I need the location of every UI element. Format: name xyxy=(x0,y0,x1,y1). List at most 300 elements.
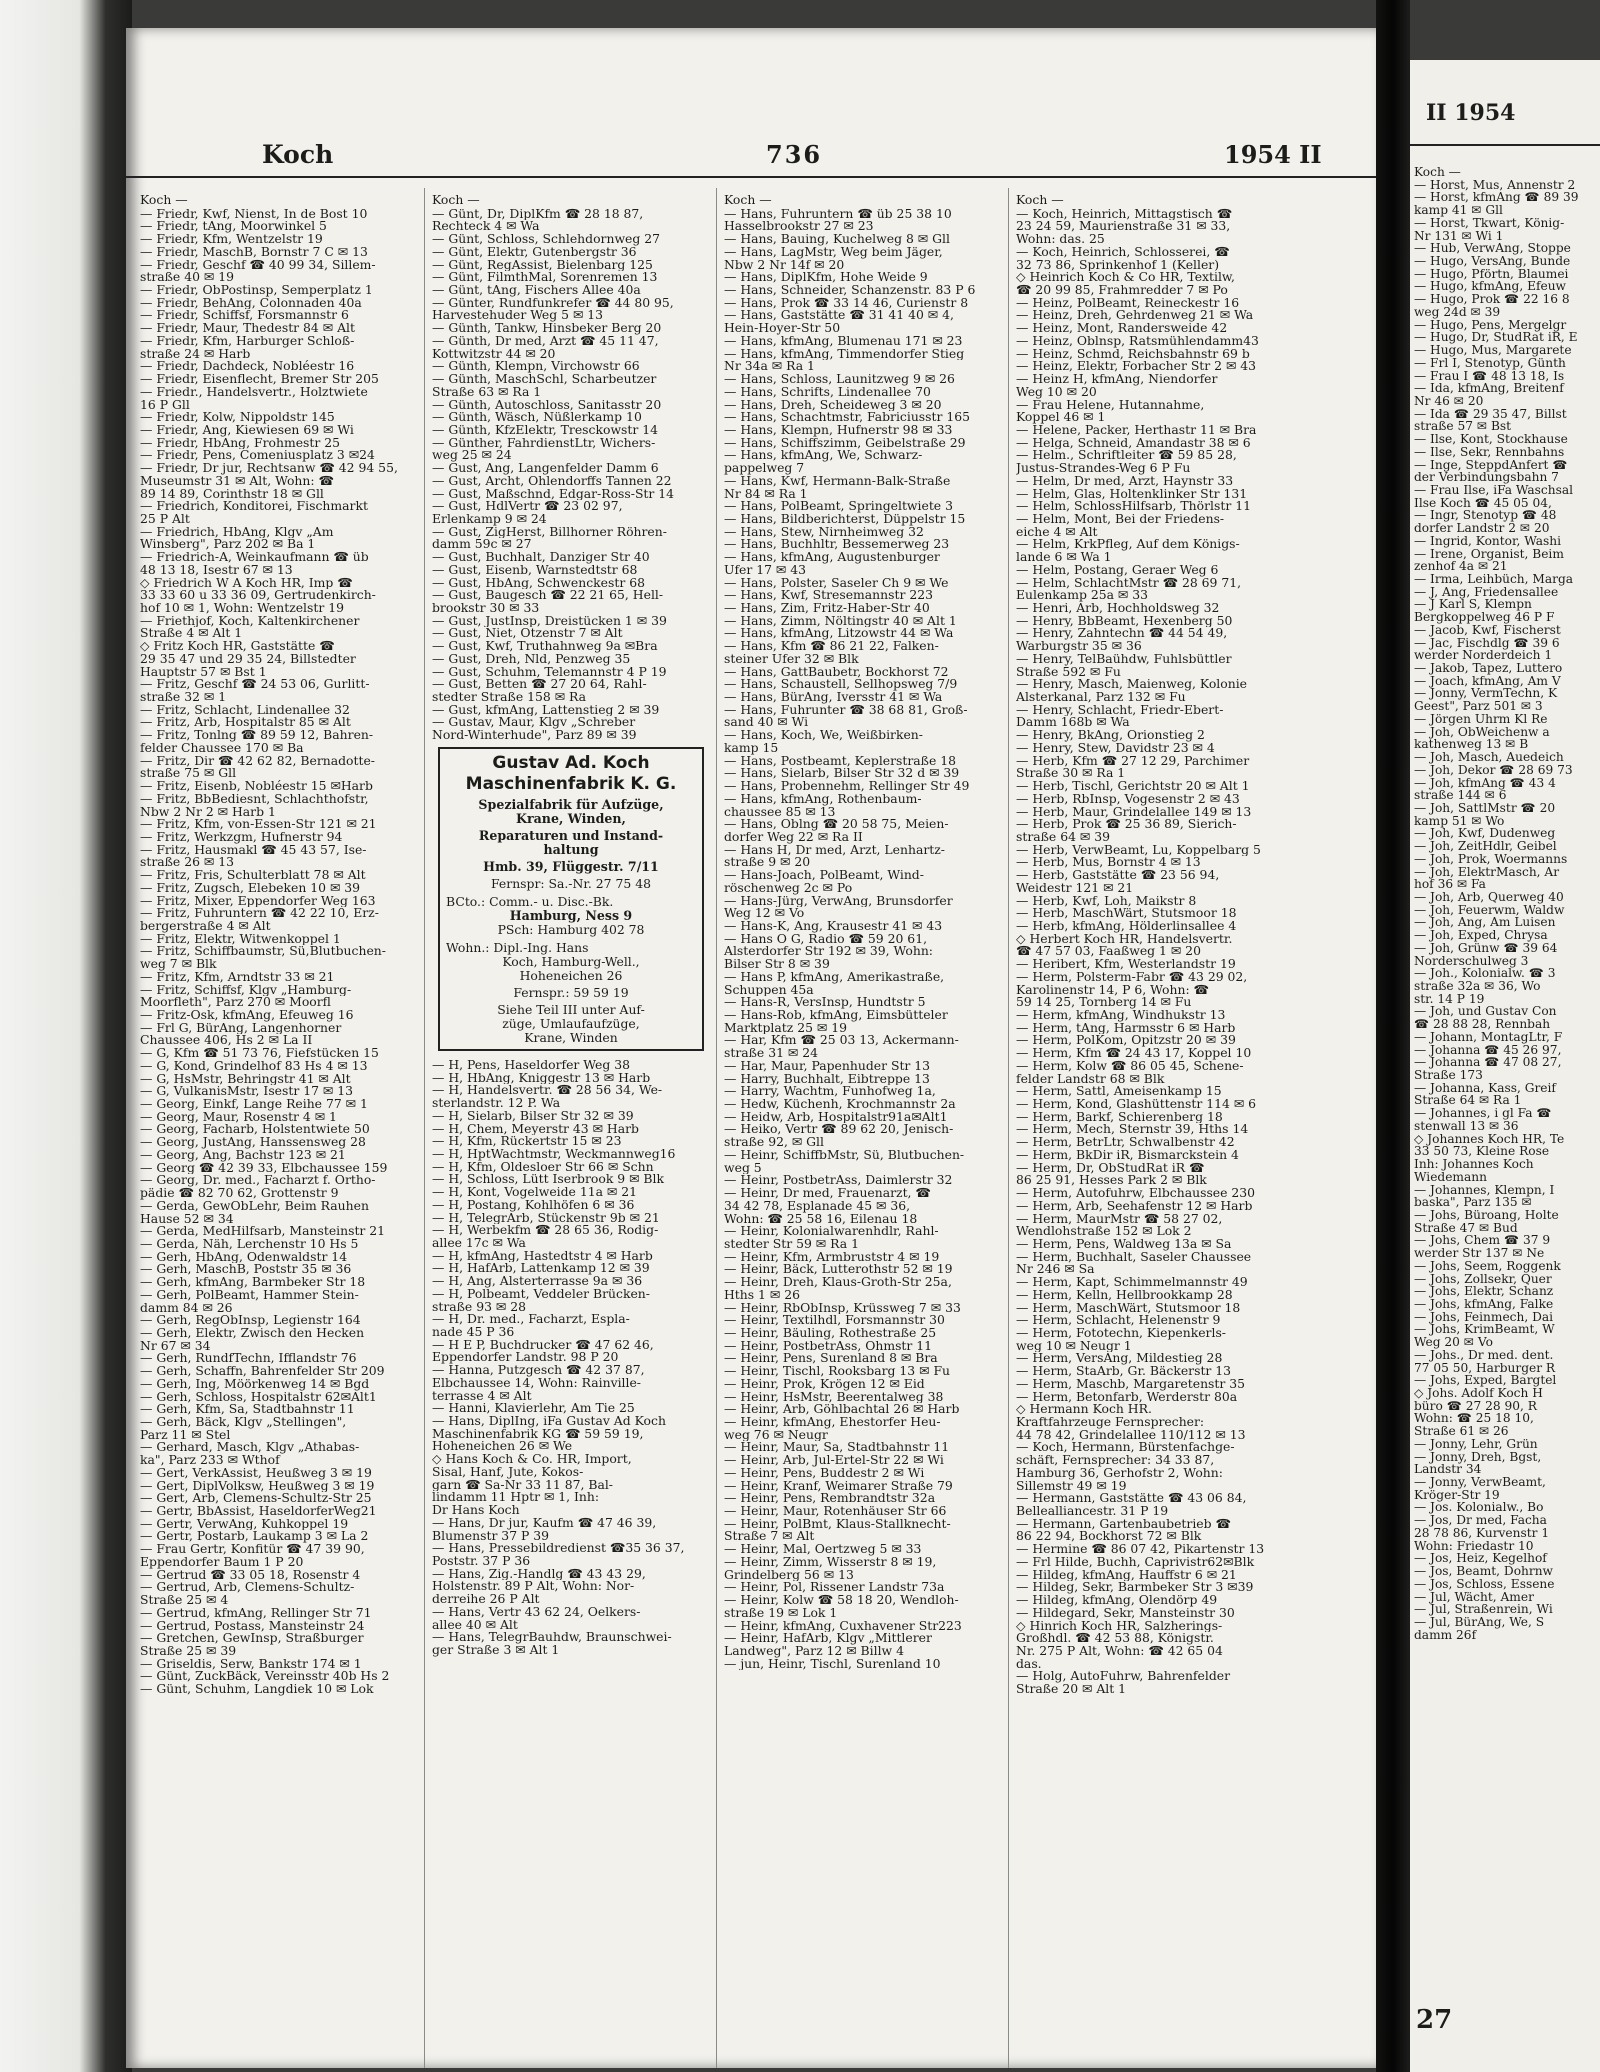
ad-see-3: Krane, Winden xyxy=(524,1029,618,1045)
directory-entry-line: — Heribert, Kfm, Westerlandstr 19 xyxy=(1016,958,1236,971)
directory-entry-line: — Ilse, Sekr, Rennbahns xyxy=(1414,444,1565,459)
directory-entry-line: allee 40 ✉ Alt xyxy=(432,1618,518,1632)
directory-entry-line: — Friedr, Kwf, Nienst, In de Bost 10 xyxy=(140,207,368,221)
ad-bank-1: BCto.: Comm.- u. Disc.-Bk. xyxy=(446,893,614,909)
directory-entry-line: 48 13 18, Isestr 67 ✉ 13 xyxy=(140,563,293,577)
directory-entry-line: steiner Ufer 32 ✉ Blk xyxy=(724,652,859,666)
directory-entry-line: — Hugo, VersAng, Bunde xyxy=(1414,254,1571,269)
directory-entry-line: — Jos, Dr med, Facha xyxy=(1414,1513,1547,1528)
directory-entry-line: ◇ Hans Koch & Co. HR, Import, xyxy=(432,1453,632,1466)
directory-entry-line: dorfer Landstr 2 ✉ 20 xyxy=(1414,521,1550,536)
directory-entry-line: — Hans, Stew, Nirnheimweg 32 xyxy=(724,525,924,539)
directory-entry-line: — Hanni, Klavierlehr, Am Tie 25 xyxy=(432,1402,635,1416)
directory-entry-line: — H, HbAng, Kniggestr 13 ✉ Harb xyxy=(432,1071,651,1085)
directory-entry-line: — Heinr, Pens, Surenland 8 ✉ Bra xyxy=(724,1352,938,1366)
directory-entry-line: — Jakob, Tapez, Luttero xyxy=(1414,661,1563,676)
directory-entry-line: straße 92, ✉ Gll xyxy=(724,1136,824,1149)
directory-entry-line: — Henry, TelBaühdw, Fuhlsbüttler xyxy=(1016,652,1232,666)
header-year: 1954 II xyxy=(1224,140,1322,169)
directory-entry-line: — Gerh, RundfTechn, Ifflandstr 76 xyxy=(140,1352,357,1366)
directory-entry-line: — Friedr, Ang, Kiewiesen 69 ✉ Wi xyxy=(140,423,354,437)
directory-entry-line: — Georg, Einkf, Lange Reihe 77 ✉ 1 xyxy=(140,1098,368,1111)
directory-entry-line: Moorfleth", Parz 270 ✉ Moorfl xyxy=(140,996,331,1009)
directory-entry-line: — Heinr, HafArb, Klgv „Mittlerer xyxy=(724,1632,932,1645)
directory-entry-line: Eppendorfer Baum 1 P 20 xyxy=(140,1555,304,1569)
directory-entry-line: — Hans, Bildberichterst, Düppelstr 15 xyxy=(724,512,966,526)
directory-entry-line: — Fritz, Mixer, Eppendorfer Weg 163 xyxy=(140,894,376,908)
directory-entry-line: — Hans, kfmAng, Rothenbaum- xyxy=(724,792,922,806)
directory-entry-line: — Friedr, Eisenflecht, Bremer Str 205 xyxy=(140,373,379,386)
directory-entry-line: — Hans O G, Radio ☎ 59 20 61, xyxy=(724,932,928,946)
ad-see-1: Siehe Teil III unter Auf- xyxy=(497,1001,645,1017)
directory-entry-line: straße 32 ✉ 1 xyxy=(140,691,227,704)
right-header-rule xyxy=(1410,144,1600,146)
directory-entry-line: — Henry, BkAng, Orionstieg 2 xyxy=(1016,729,1205,742)
directory-entry-line: lande 6 ✉ Wa 1 xyxy=(1016,551,1112,564)
directory-entry-line: ◇ Heinrich Koch & Co HR, Textilw, xyxy=(1016,271,1235,285)
directory-entry-line: — Johs, Feinmech, Dai xyxy=(1414,1309,1554,1324)
directory-entry-line: straße 9 ✉ 20 xyxy=(724,856,811,870)
directory-entry-line: — Herb, Kwf, Loh, Maikstr 8 xyxy=(1016,894,1197,908)
directory-entry-line: — Herm, BkDir iR, Bismarckstein 4 xyxy=(1016,1148,1239,1162)
directory-entry-line: Poststr. 37 P 36 xyxy=(432,1554,531,1568)
directory-entry-line: pappelweg 7 xyxy=(724,462,805,475)
directory-entry-line: — Hans, kfmAng, Litzowstr 44 ✉ Wa xyxy=(724,627,954,641)
directory-entry-line: — Jul, Straßenrein, Wi xyxy=(1414,1602,1553,1617)
directory-entry-line: — Gustav, Maur, Klgv „Schreber xyxy=(432,716,636,730)
directory-entry-line: — Herm, VersAng, Mildestieg 28 xyxy=(1016,1352,1223,1366)
directory-entry-line: — Herm, Schlacht, Helenenstr 9 xyxy=(1016,1314,1221,1327)
directory-entry-line: — Friedr, ObPostinsp, Semperplatz 1 xyxy=(140,284,373,297)
directory-entry-line: Wohn: das. 25 xyxy=(1016,233,1105,246)
directory-entry-line: — Hans, DiplKfm, Hohe Weide 9 xyxy=(724,271,928,285)
directory-entry-line: Kottwitzstr 44 ✉ 20 xyxy=(432,347,556,361)
directory-entry-line: ◇ Hinrich Koch HR, Salzherings- xyxy=(1016,1619,1223,1633)
directory-entry-line: — Irene, Organist, Beim xyxy=(1414,546,1564,561)
directory-entry-line: pädie ☎ 82 70 62, Grottenstr 9 xyxy=(140,1187,339,1200)
directory-entry-line: — Hans, kfmAng, Augustenburger xyxy=(724,551,940,564)
directory-entry-line: — Hans, BürAng, Iversstr 41 ✉ Wa xyxy=(724,691,943,704)
directory-entry-line: Straße 30 ✉ Ra 1 xyxy=(1016,767,1126,781)
directory-entry-line: — Herb, Kfm ☎ 27 12 29, Parchimer xyxy=(1016,754,1250,768)
directory-entry-line: — Herm, Sattl, Ameisenkamp 15 xyxy=(1016,1085,1222,1099)
directory-entry-line: — Hermann, Gartenbaubetrieb ☎ xyxy=(1016,1517,1231,1531)
directory-entry-line: — Gert, Arb, Clemens-Schultz-Str 25 xyxy=(140,1492,372,1506)
directory-entry-line: Maschinenfabrik KG ☎ 59 59 19, xyxy=(432,1427,644,1441)
directory-entry-line: — Günt, RegAssist, Bielenbarg 125 xyxy=(432,258,653,272)
directory-entry-line: — Herm, Betonfarb, Werderstr 80a xyxy=(1016,1390,1238,1404)
directory-entry-line: schäft, Fernsprecher: 34 33 87, xyxy=(1016,1454,1215,1467)
directory-entry-line: — Frau Helene, Hutannahme, xyxy=(1016,398,1205,412)
directory-entry-line: derreihe 26 P Alt xyxy=(432,1593,540,1606)
directory-entry-line: — Herm, Barkf, Schierenberg 18 xyxy=(1016,1110,1223,1124)
directory-entry-line: 33 50 73, Kleine Rose xyxy=(1414,1144,1550,1159)
directory-entry-line: 28 78 86, Kurvenstr 1 xyxy=(1414,1525,1550,1540)
directory-entry-line: — Gretchen, GewInsp, Straßburger xyxy=(140,1632,364,1645)
directory-entry-line: 16 P Gll xyxy=(140,398,190,412)
directory-entry-line: — Günt, Elektr, Gutenbergstr 36 xyxy=(432,245,637,259)
directory-entry-line: weg 5 xyxy=(724,1161,762,1175)
directory-entry-line: — H, Schloss, Lütt Iserbrook 9 ✉ Blk xyxy=(432,1173,664,1187)
directory-entry-line: — Jos, Beamt, Dohrnw xyxy=(1414,1564,1553,1579)
directory-entry-line: Dr Hans Koch xyxy=(432,1504,520,1517)
directory-entry-line: — Herb, Tischl, Gerichtstr 20 ✉ Alt 1 xyxy=(1016,780,1250,793)
directory-entry-line: — Johs, Elektr, Schanz xyxy=(1414,1284,1554,1299)
directory-entry-line: — Joh, kfmAng ☎ 43 4 xyxy=(1414,775,1556,790)
directory-entry-line: — H, Kfm, Oldesloer Str 66 ✉ Schn xyxy=(432,1160,654,1174)
advertisement-box xyxy=(438,747,704,1051)
directory-entry-line: — Fritz, Schlacht, Lindenallee 32 xyxy=(140,703,350,717)
ad-address: Hmb. 39, Flüggestr. 7/11 xyxy=(483,858,659,874)
directory-entry-line: — Hans H, Dr med, Arzt, Lenhartz- xyxy=(724,843,945,857)
directory-entry-line: straße 31 ✉ 24 xyxy=(724,1047,818,1060)
directory-entry-line: — Frau I ☎ 48 13 18, Is xyxy=(1414,368,1565,383)
directory-entry-line: straße 64 ✉ 39 xyxy=(1016,830,1110,844)
directory-entry-line: — Fritz, Schiffsf, Klgv „Hamburg- xyxy=(140,983,352,997)
directory-entry-line: — Heinz, Dreh, Gehrdenweg 21 ✉ Wa xyxy=(1016,309,1254,323)
directory-entry-line: — Fritz, Zugsch, Elebeken 10 ✉ 39 xyxy=(140,881,361,895)
directory-entry-line: weg 7 ✉ Blk xyxy=(140,958,217,971)
directory-entry-line: — Herm, Arb, Seehafenstr 12 ✉ Harb xyxy=(1016,1199,1253,1213)
directory-entry-line: Straße 592 ✉ Fu xyxy=(1016,665,1121,679)
directory-entry-line: — Georg, JustAng, Hanssensweg 28 xyxy=(140,1136,366,1149)
directory-entry-line: — Heinr, PostbetrAss, Daimlerstr 32 xyxy=(724,1174,953,1188)
directory-entry-line: Straße 47 ✉ Bud xyxy=(1414,1220,1518,1235)
directory-entry-line: kamp 51 ✉ Wo xyxy=(1414,813,1505,828)
directory-entry-line: damm 59c ✉ 27 xyxy=(432,538,532,552)
directory-entry-line: — Hans, Probennehm, Rellinger Str 49 xyxy=(724,780,970,793)
directory-entry-line: — Herm, MaschWärt, Stutsmoor 18 xyxy=(1016,1301,1241,1315)
directory-entry-line: Sisal, Hanf, Jute, Kokos- xyxy=(432,1465,584,1479)
directory-entry-line: — Gust, kfmAng, Lattenstieg 2 ✉ 39 xyxy=(432,703,660,717)
directory-entry-line: straße 24 ✉ Harb xyxy=(140,347,251,361)
directory-entry-line: — Ingr, Stenotyp ☎ 48 xyxy=(1414,508,1557,523)
directory-entry-line: — Friedr, Dachdeck, Nobléestr 16 xyxy=(140,360,355,374)
directory-entry-line: 86 22 94, Bockhorst 72 ✉ Blk xyxy=(1016,1530,1202,1544)
directory-entry-line: — H, TelegrArb, Stückenstr 9b ✉ 21 xyxy=(432,1211,660,1225)
directory-entry-line: Marktplatz 25 ✉ 19 xyxy=(724,1021,848,1035)
directory-entry-line: — Heinz, Elektr, Forbacher Str 2 ✉ 43 xyxy=(1016,360,1257,374)
directory-entry-line: Straße 20 ✉ Alt 1 xyxy=(1016,1683,1127,1696)
directory-entry-line: — Helm, Glas, Holtenklinker Str 131 xyxy=(1016,487,1248,501)
directory-entry-line: Warburgstr 35 ✉ 36 xyxy=(1016,640,1142,653)
directory-entry-line: — Gerh, Bäck, Klgv „Stellingen", xyxy=(140,1416,347,1429)
directory-entry-line: Chaussee 406, Hs 2 ✉ La II xyxy=(140,1034,313,1048)
directory-entry-line: — Hans-R, VersInsp, Hundtstr 5 xyxy=(724,996,926,1009)
directory-entry-line: — Herm, tAng, Harmsstr 6 ✉ Harb xyxy=(1016,1021,1236,1035)
directory-entry-line: dorfer Weg 22 ✉ Ra II xyxy=(724,830,863,844)
directory-entry-line: — Hans, Koch, We, Weißbirken- xyxy=(724,729,923,742)
directory-entry-line: Harvestehuder Weg 5 ✉ 13 xyxy=(432,309,604,323)
directory-entry-line: — Hans, LagMstr, Weg beim Jäger, xyxy=(724,245,943,259)
directory-entry-line: — Hans, DiplIng, iFa Gustav Ad Koch xyxy=(432,1415,666,1428)
directory-entry-line: — Herm, BetrLtr, Schwalbenstr 42 xyxy=(1016,1136,1235,1149)
directory-entry-line: — Friedr, MaschB, Bornstr 7 C ✉ 13 xyxy=(140,245,368,259)
directory-entry-line: Straße 4 ✉ Alt 1 xyxy=(140,627,243,641)
directory-entry-line: 59 14 25, Tornberg 14 ✉ Fu xyxy=(1016,996,1192,1009)
directory-entry-line: Nr 246 ✉ Sa xyxy=(1016,1263,1095,1277)
ad-wohn-3: Hoheneichen 26 xyxy=(519,967,623,983)
directory-entry-line: — Herb, Mus, Bornstr 4 ✉ 13 xyxy=(1016,856,1201,870)
directory-entry-line: — Jörgen Uhrm Kl Re xyxy=(1414,711,1548,726)
directory-entry-line: — Heinr, Kfm, Armbruststr 4 ✉ 19 xyxy=(724,1250,940,1264)
directory-entry-line: — Joh, Grünw ☎ 39 64 xyxy=(1414,940,1558,955)
directory-entry-line: straße 75 ✉ Gll xyxy=(140,767,237,781)
directory-entry-line: — Herm, MaurMstr ☎ 58 27 02, xyxy=(1016,1212,1223,1226)
directory-entry-line: — Frau Gertr, Konfitür ☎ 47 39 90, xyxy=(140,1543,365,1556)
directory-entry-line: — Gust, ZigHerst, Billhorner Röhren- xyxy=(432,525,667,539)
directory-entry-line: — Hans, Zig.-Handlg ☎ 43 43 29, xyxy=(432,1567,646,1581)
directory-entry-line: — Hans, PolBeamt, Springeltwiete 3 xyxy=(724,500,953,513)
directory-entry-line: — Hans, Dr jur, Kaufm ☎ 47 46 39, xyxy=(432,1516,657,1530)
directory-entry-line: allee 17c ✉ Wa xyxy=(432,1236,526,1250)
directory-entry-line: — Herm, kfmAng, Windhukstr 13 xyxy=(1016,1009,1226,1022)
ad-wohn-phone: Fernspr.: 59 59 19 xyxy=(513,984,629,1000)
directory-column-3 xyxy=(724,194,1002,1670)
directory-entry-line: Nr 84 ✉ Ra 1 xyxy=(724,487,808,501)
directory-entry-line: Blumenstr 37 P 39 xyxy=(432,1529,550,1543)
directory-entry-line: — Heinr, Dr med, Frauenarzt, ☎ xyxy=(724,1187,931,1200)
directory-entry-line: — Gust, Baugesch ☎ 22 21 65, Hell- xyxy=(432,589,664,602)
column-divider xyxy=(716,188,717,2068)
directory-entry-line: — Heinr, Kolw ☎ 58 18 20, Wendloh- xyxy=(724,1594,959,1607)
directory-entry-line: Straße 64 ✉ Ra 1 xyxy=(1414,1093,1522,1108)
directory-entry-line: Straße 25 ✉ 4 xyxy=(140,1594,229,1607)
directory-entry-line: — Herm, StaArb, Gr. Bäckerstr 13 xyxy=(1016,1365,1232,1378)
directory-entry-line: — Hans, Fuhrunter ☎ 38 68 81, Groß- xyxy=(724,703,968,717)
directory-entry-line: Straße 173 xyxy=(1414,1068,1483,1083)
directory-entry-line: hof 10 ✉ 1, Wohn: Wentzelstr 19 xyxy=(140,602,344,615)
directory-entry-line: — Fritz, Schiffbaumstr, Sü,Blutbuchen- xyxy=(140,945,386,959)
directory-entry-line: Wohn: Friedastr 10 xyxy=(1414,1538,1534,1553)
directory-entry-line: Landstr 34 xyxy=(1414,1462,1482,1477)
directory-entry-line: — Heinr, SchiffbMstr, Sü, Blutbuchen- xyxy=(724,1148,965,1162)
directory-entry-line: — Friedr, Schiffsf, Forsmannstr 6 xyxy=(140,309,349,323)
directory-entry-line: — H, Chem, Meyerstr 43 ✉ Harb xyxy=(432,1122,639,1136)
directory-entry-line: — Frl Hilde, Buchh, Caprivistr62✉Blk xyxy=(1016,1555,1255,1569)
directory-entry-line: — Helm, Mont, Bei der Friedens- xyxy=(1016,512,1225,526)
book-gutter xyxy=(1376,0,1410,2072)
directory-entry-line: ◇ Johs. Adolf Koch H xyxy=(1414,1386,1543,1400)
directory-entry-line: damm 84 ✉ 26 xyxy=(140,1301,233,1315)
ad-bank-2: Hamburg, Ness 9 xyxy=(509,907,633,923)
directory-entry-line: ◇ Hermann Koch HR. xyxy=(1016,1403,1152,1416)
directory-entry-line: Weg 10 ✉ 20 xyxy=(1016,385,1097,399)
directory-entry-line: — Hans, Vertr 43 62 24, Oelkers- xyxy=(432,1605,641,1619)
directory-entry-line: — Gertr, Postarb, Laukamp 3 ✉ La 2 xyxy=(140,1530,369,1544)
directory-entry-line: — Hans, Kwf, Stresemannstr 223 xyxy=(724,589,933,602)
directory-entry-line: — G, VulkanisMstr, Isestr 17 ✉ 13 xyxy=(140,1085,353,1099)
directory-entry-line: — Harry, Buchhalt, Eibtreppe 13 xyxy=(724,1072,930,1086)
directory-entry-line: straße 40 ✉ 19 xyxy=(140,271,234,285)
directory-entry-line: Straße 7 ✉ Alt xyxy=(724,1530,815,1544)
directory-entry-line: Hamburg 36, Gerhofstr 2, Wohn: xyxy=(1016,1466,1223,1480)
directory-entry-line: Hauptstr 57 ✉ Bst 1 xyxy=(140,665,267,679)
directory-entry-line: straße 93 ✉ 28 xyxy=(432,1300,526,1314)
directory-entry-line: — Herm, Fototechn, Kiepenkerls- xyxy=(1016,1326,1226,1340)
directory-entry-line: — Fritz, Dir ☎ 42 62 82, Bernadotte- xyxy=(140,754,375,768)
ad-wohn-1: Wohn.: Dipl.-Ing. Hans xyxy=(446,939,589,955)
directory-entry-line: Museumstr 31 ✉ Alt, Wohn: ☎ xyxy=(140,474,334,488)
directory-entry-line: — Hans, Buchhltr, Bessemerweg 23 xyxy=(724,538,950,552)
directory-entry-line: — Georg, Maur, Rosenstr 4 ✉ 1 xyxy=(140,1110,337,1124)
directory-entry-line: Straße 25 ✉ 39 xyxy=(140,1644,237,1658)
directory-entry-line: Erlenkamp 9 ✉ 24 xyxy=(432,512,547,526)
directory-entry-line: — Heinr, HsMstr, Beerentalweg 38 xyxy=(724,1390,944,1404)
directory-entry-line: — Hans, Zimm, Nöltingstr 40 ✉ Alt 1 xyxy=(724,614,957,628)
directory-entry-line: — Har, Maur, Papenhuder Str 13 xyxy=(724,1059,931,1073)
directory-entry-line: — Hugo, Pförtn, Blaumei xyxy=(1414,266,1569,281)
directory-entry-line: — Frl G, BürAng, Langenhorner xyxy=(140,1021,342,1035)
directory-entry-line: — Johs, Seem, Roggenk xyxy=(1414,1258,1561,1273)
directory-entry-line: 86 25 91, Hesses Park 2 ✉ Blk xyxy=(1016,1174,1207,1188)
directory-entry-line: — Hans, kfmAng, We, Schwarz- xyxy=(724,449,923,463)
directory-entry-line: Damm 168b ✉ Wa xyxy=(1016,716,1130,730)
directory-entry-line: — Heinr, PolBmt, Klaus-Stallknecht- xyxy=(724,1517,951,1531)
directory-entry-line: — Herm, Buchhalt, Saseler Chaussee xyxy=(1016,1250,1252,1264)
directory-entry-line: — Gerh, Ing, Möörkenweg 14 ✉ Bgd xyxy=(140,1377,370,1391)
directory-entry-line: — Johannes, i gl Fa ☎ xyxy=(1414,1106,1552,1121)
directory-entry-line: — Friedr, Pens, Comeniusplatz 3 ✉24 xyxy=(140,449,375,463)
directory-entry-line: — Gust, Kwf, Truthahnweg 9a ✉Bra xyxy=(432,640,658,653)
directory-column-4 xyxy=(1016,194,1294,1696)
directory-entry-line: — Hans, Sielarb, Bilser Str 32 d ✉ 39 xyxy=(724,767,960,781)
directory-entry-line: — Heinr, Mal, Oertzweg 5 ✉ 33 xyxy=(724,1543,922,1556)
directory-entry-line: 44 78 42, Grindelallee 110/112 ✉ 13 xyxy=(1016,1428,1246,1442)
directory-entry-line: Justus-Strandes-Weg 6 P Fu xyxy=(1016,462,1191,475)
directory-entry-line: — Joach, kfmAng, Am V xyxy=(1414,673,1561,688)
directory-entry-line: — Friedrich-A, Weinkaufmann ☎ üb xyxy=(140,551,369,564)
directory-entry-line: — Joh, Arb, Querweg 40 xyxy=(1414,889,1564,904)
directory-entry-line: — Joh, Feuerwm, Waldw xyxy=(1414,902,1565,917)
directory-entry-line: — Johs, Exped, Bargtel xyxy=(1414,1373,1557,1388)
directory-entry-line: 29 35 47 und 29 35 24, Billstedter xyxy=(140,652,356,666)
directory-entry-line: Kröger-Str 19 xyxy=(1414,1487,1500,1502)
column-divider xyxy=(424,188,425,2068)
directory-entry-line: — Friedr., Handelsvertr., Holztwiete xyxy=(140,385,368,399)
directory-entry-line: — Fritz, Tonlng ☎ 89 59 12, Bahren- xyxy=(140,729,374,742)
column-head: Koch — xyxy=(1414,166,1461,179)
directory-entry-line: — Johanna ☎ 45 26 97, xyxy=(1414,1042,1562,1057)
directory-entry-line: Koppel 46 ✉ 1 xyxy=(1016,411,1106,424)
directory-entry-line: — Heinr, RbObInsp, Krüssweg 7 ✉ 33 xyxy=(724,1301,961,1315)
directory-entry-line: — Heinz, PolBeamt, Reineckestr 16 xyxy=(1016,296,1240,310)
directory-entry-line: weg 10 ✉ Neugr 1 xyxy=(1016,1339,1132,1353)
directory-entry-line: — Hildegard, Sekr, Mansteinstr 30 xyxy=(1016,1606,1235,1620)
directory-entry-line: Nr 67 ✉ 34 xyxy=(140,1339,211,1353)
directory-entry-line: Weg 20 ✉ Vo xyxy=(1414,1335,1493,1350)
directory-entry-line: — Herm, Kfm ☎ 24 43 17, Koppel 10 xyxy=(1016,1047,1252,1060)
directory-entry-line: — Georg, Facharb, Holstentwiete 50 xyxy=(140,1123,370,1137)
directory-entry-line: — Herm, Autofuhrw, Elbchaussee 230 xyxy=(1016,1187,1256,1200)
directory-entry-line: baska", Parz 135 ✉ xyxy=(1414,1195,1532,1210)
directory-entry-line: — Horst, Tkwart, König- xyxy=(1414,215,1565,230)
directory-entry-line: — Gerda, Näh, Lerchenstr 10 Hs 5 xyxy=(140,1237,359,1251)
directory-entry-line: — Holg, AutoFuhrw, Bahrenfelder xyxy=(1016,1670,1231,1684)
ad-specialty-2: Krane, Winden, xyxy=(516,810,626,826)
right-page-column xyxy=(1414,166,1598,1641)
directory-entry-line: — Joh, ObWeichenw a xyxy=(1414,724,1550,739)
directory-entry-line: — H, HafArb, Lattenkamp 12 ✉ 39 xyxy=(432,1262,650,1276)
directory-entry-line: — Griseldis, Serw, Bankstr 174 ✉ 1 xyxy=(140,1657,362,1671)
directory-entry-line: — Joh, Kwf, Dudenweg xyxy=(1414,826,1556,841)
directory-entry-line: — Gertr, BbAssist, HaseldorferWeg21 xyxy=(140,1505,377,1518)
directory-entry-line: röschenweg 2c ✉ Po xyxy=(724,881,853,895)
directory-entry-line: — Fritz, Hausmakl ☎ 45 43 57, Ise- xyxy=(140,843,367,857)
directory-entry-line: — Hans, Schiffszimm, Geibelstraße 29 xyxy=(724,436,966,450)
directory-entry-line: — Hans-Jürg, VerwAng, Brunsdorfer xyxy=(724,894,953,908)
directory-entry-line: — Johann, MontagLtr, F xyxy=(1414,1029,1563,1044)
directory-entry-line: — Hugo, kfmAng, Efeuw xyxy=(1414,279,1566,294)
directory-entry-line: — H, Ang, Alsterterrasse 9a ✉ 36 xyxy=(432,1275,643,1288)
directory-entry-line: — Hildeg, kfmAng, Hauffstr 6 ✉ 21 xyxy=(1016,1568,1237,1582)
directory-entry-line: Weg 12 ✉ Vo xyxy=(724,907,805,920)
directory-entry-line: — Hans, TelegrBauhdw, Braunschwei- xyxy=(432,1631,672,1644)
directory-entry-line: Großhdl. ☎ 42 53 88, Königstr. xyxy=(1016,1632,1214,1645)
directory-entry-line: büro ☎ 27 28 90, R xyxy=(1414,1398,1537,1413)
directory-entry-line: — Friedr, BehAng, Colonnaden 40a xyxy=(140,296,362,310)
directory-entry-line: — Ida ☎ 29 35 47, Billst xyxy=(1414,406,1567,421)
directory-entry-line: — H, Werbekfm ☎ 28 65 36, Rodig- xyxy=(432,1224,659,1237)
directory-entry-line: — Heinr, Arb, Göhlbachtal 26 ✉ Harb xyxy=(724,1403,960,1416)
book-binding-left-edge xyxy=(0,0,132,2072)
directory-entry-line: — Hermann, Gaststätte ☎ 43 06 84, xyxy=(1016,1492,1247,1506)
directory-entry-line: — Joh, ZeitHdlr, Geibel xyxy=(1414,839,1557,854)
directory-entry-line: — Herb, MaschWärt, Stutsmoor 18 xyxy=(1016,907,1237,920)
directory-entry-line: — Fritz-Osk, kfmAng, Efeuweg 16 xyxy=(140,1009,354,1022)
ad-wohn-2: Koch, Hamburg-Well., xyxy=(502,953,640,969)
directory-entry-line: — Irma, Leihbüch, Marga xyxy=(1414,572,1574,586)
directory-entry-line: — Heinr, Maur, Sa, Stadtbahnstr 11 xyxy=(724,1441,950,1455)
directory-entry-line: — Gust, Dreh, Nld, Penzweg 35 xyxy=(432,652,631,666)
directory-entry-line: — Hermine ☎ 86 07 42, Pikartenstr 13 xyxy=(1016,1543,1265,1556)
directory-entry-line: — Hans, Pressebildredienst ☎35 36 37, xyxy=(432,1542,685,1555)
directory-entry-line: Karolinenstr 14, P 6, Wohn: ☎ xyxy=(1016,983,1209,997)
ad-company-type: Maschinenfabrik K. G. xyxy=(465,773,677,794)
directory-entry-line: — Gerda, GewObLehr, Beim Rauhen xyxy=(140,1199,369,1213)
directory-entry-line: — Gerh, Schaffn, Bahrenfelder Str 209 xyxy=(140,1365,385,1378)
directory-entry-line: — Herm, Pens, Waldweg 13a ✉ Sa xyxy=(1016,1237,1232,1251)
directory-entry-line: — Herb, kfmAng, Hölderlinsallee 4 xyxy=(1016,919,1237,933)
directory-entry-line: — Günt, ZuckBäck, Vereinsstr 40b Hs 2 xyxy=(140,1670,390,1684)
directory-entry-line: ◇ Fritz Koch HR, Gaststätte ☎ xyxy=(140,640,335,653)
directory-entry-line: — Heinr, Pol, Rissener Landstr 73a xyxy=(724,1581,945,1595)
directory-entry-line: — Gust, HdlVertr ☎ 23 02 97, xyxy=(432,500,623,513)
directory-entry-line: — Helm, SchlachtMstr ☎ 28 69 71, xyxy=(1016,576,1242,590)
directory-entry-line: Grindelberg 56 ✉ 13 xyxy=(724,1568,854,1582)
directory-entry-line: — Joh, Masch, Auedeich xyxy=(1414,750,1564,765)
directory-entry-line: — Gertr, VerwAng, Kuhkoppel 19 xyxy=(140,1517,349,1531)
directory-entry-line: — Günt, Schuhm, Langdiek 10 ✉ Lok xyxy=(140,1683,374,1696)
directory-entry-line: — Hans, Schachtmstr, Fabriciusstr 165 xyxy=(724,411,971,424)
directory-entry-line: — Günt, FilmthMal, Sorenremen 13 xyxy=(432,271,658,285)
directory-entry-line: Sillemstr 49 ✉ 19 xyxy=(1016,1479,1127,1493)
directory-entry-line: — Gertrud, Postass, Mansteinstr 24 xyxy=(140,1619,365,1633)
directory-entry-line: Wohn: ☎ 25 58 16, Eilenau 18 xyxy=(724,1212,918,1226)
directory-entry-line: — Inge, SteppdAnfert ☎ xyxy=(1414,457,1568,472)
directory-entry-line: — Helm, SchlossHilfsarb, Thörlstr 11 xyxy=(1016,500,1251,513)
directory-entry-line: Winsberg", Parz 202 ✉ Ba 1 xyxy=(140,538,316,552)
directory-entry-line: — Koch, Hermann, Bürstenfachge- xyxy=(1016,1441,1235,1455)
directory-entry-line: bergerstraße 4 ✉ Alt xyxy=(140,919,271,933)
directory-entry-line: — Frau Ilse, iFa Waschsal xyxy=(1414,482,1574,497)
directory-entry-line: — Helga, Schneid, Amandastr 38 ✉ 6 xyxy=(1016,436,1251,450)
directory-entry-line: Nr 34a ✉ Ra 1 xyxy=(724,360,815,374)
directory-entry-line: — Jac, Fischdlg ☎ 39 6 xyxy=(1414,635,1560,650)
column-divider xyxy=(1008,188,1009,2068)
directory-entry-line: sand 40 ✉ Wi xyxy=(724,716,809,730)
directory-entry-line: Holstenstr. 89 P Alt, Wohn: Nor- xyxy=(432,1580,635,1594)
